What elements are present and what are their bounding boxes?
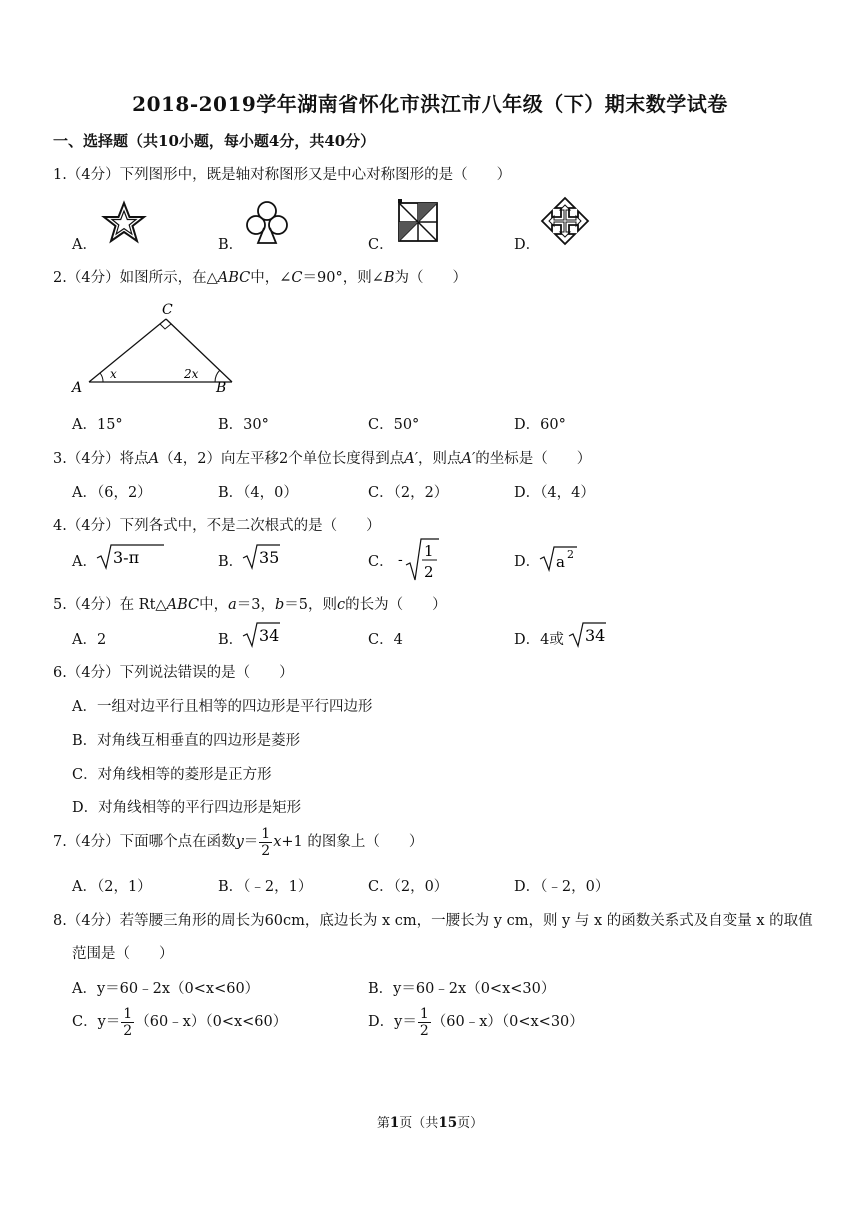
math-var: c: [337, 597, 346, 613]
question-text: 中，∠: [250, 270, 292, 286]
q3-option-b: B．（4，0）: [218, 485, 298, 501]
question-text: 的长为（ ）: [345, 597, 447, 613]
vertex-b-label: B: [216, 380, 227, 396]
q1-option-a: [72, 233, 97, 254]
q3-option-c: C．（2，2）: [368, 485, 449, 501]
math-var: C: [291, 270, 303, 286]
exponent: 2: [567, 548, 574, 561]
q4-option-c: [368, 550, 394, 571]
option-label: A．: [72, 554, 97, 570]
math-var: A′: [461, 451, 476, 467]
question-number: 2.: [53, 270, 67, 286]
math-var: A: [148, 451, 160, 467]
page-total: 15: [438, 1115, 458, 1131]
question-score: （4分）: [66, 451, 120, 467]
question-3: [53, 447, 591, 468]
math-var: x: [273, 834, 282, 850]
sqrt-a-squared: [539, 543, 579, 573]
math-var: B: [383, 270, 395, 286]
q1-option-d: [514, 233, 540, 254]
question-number: 3.: [53, 451, 67, 467]
question-score: （4分）: [66, 518, 120, 534]
question-score: （4分）: [66, 913, 120, 929]
q3-option-a: A．（6，2）: [72, 485, 152, 501]
q5-option-b: [218, 628, 243, 649]
frac-numerator: 1: [424, 542, 434, 560]
fraction: [418, 1007, 431, 1038]
question-text: ＝5，则: [284, 597, 338, 613]
fraction: [259, 827, 272, 858]
question-4: [53, 514, 381, 535]
q2-option-a: A．15°: [72, 417, 123, 433]
angle-b-label: 2x: [184, 367, 199, 381]
question-text: 下列说法错误的是（ ）: [119, 665, 294, 681]
math-var: ABC: [217, 270, 251, 286]
radicand: 34: [585, 626, 606, 645]
question-score: （4分）: [66, 270, 120, 286]
q5-option-c: C．4: [368, 632, 403, 648]
q8-option-a: A．y＝60﹣2x（0<x<60）: [72, 981, 260, 997]
question-text: 下列图形中，既是轴对称图形又是中心对称图形的是（ ）: [119, 167, 512, 183]
q6-option-b: B．对角线互相垂直的四边形是菱形: [72, 733, 301, 749]
q4-option-b: [218, 550, 243, 571]
q6-option-d: D．对角线相等的平行四边形是矩形: [72, 800, 302, 816]
radicand: 34: [259, 626, 280, 645]
question-1: [53, 163, 511, 184]
sqrt-3-pi: [96, 543, 166, 571]
sqrt-34-d: [568, 621, 608, 649]
q2-option-d: D．60°: [514, 417, 566, 433]
footer-text: 页（共: [399, 1116, 439, 1131]
vertex-a-label: A: [72, 380, 83, 396]
option-label: B．: [218, 554, 244, 570]
question-8-line-2: 范围是（ ）: [72, 946, 174, 962]
fraction: [121, 1007, 134, 1038]
question-text: （4，2）向左平移2个单位长度得到点: [159, 451, 405, 467]
frac-denominator: 2: [424, 563, 434, 581]
q3-option-d: D．（4，4）: [514, 485, 595, 501]
math-var: ABC: [166, 597, 200, 613]
frac-denominator: 2: [419, 1022, 429, 1039]
sqrt-35: [242, 543, 282, 571]
question-text: ，则点: [418, 451, 462, 467]
q1-option-c: [368, 233, 394, 254]
question-number: 6.: [53, 665, 67, 681]
math-var: a: [228, 597, 237, 613]
sqrt-34: [242, 621, 282, 649]
option-label: C．y＝: [72, 1014, 121, 1030]
question-number: 8.: [53, 913, 67, 929]
q6-option-c: C．对角线相等的菱形是正方形: [72, 767, 272, 783]
q7-option-b: B．（﹣2，1）: [218, 879, 313, 895]
triangle-figure: [70, 298, 240, 398]
page-footer: [0, 1112, 860, 1131]
q5-option-a: A．2: [72, 632, 107, 648]
question-text: 若等腰三角形的周长为60cm，底边长为 x cm，一腰长为 y cm，则 y 与 x 的函数关系式及自变量 x 的取值: [119, 913, 813, 929]
option-label: D．y＝: [368, 1014, 417, 1030]
radicand: a: [556, 553, 565, 571]
star-icon: [100, 200, 148, 246]
option-label: A．: [72, 237, 97, 253]
q4-option-a: [72, 550, 97, 571]
q8-option-c: [72, 1004, 287, 1040]
option-label: D．4或: [514, 632, 564, 648]
q7-option-c: C．（2，0）: [368, 879, 449, 895]
option-label: B．: [218, 632, 244, 648]
question-text: ＝90°，则∠: [302, 270, 384, 286]
question-8: [53, 909, 813, 930]
question-text: +1 的图象上（ ）: [281, 834, 424, 850]
footer-text: 第: [376, 1116, 390, 1131]
frac-denominator: 2: [123, 1022, 133, 1039]
question-number: 4.: [53, 518, 67, 534]
page-number: 1: [389, 1115, 400, 1131]
vertex-c-label: C: [162, 302, 173, 318]
radicand: 35: [259, 548, 280, 567]
frac-denominator: 2: [261, 842, 271, 859]
frac-numerator: 1: [419, 1005, 429, 1022]
pinwheel-icon: [396, 198, 440, 246]
frac-numerator: 1: [123, 1005, 133, 1022]
question-score: （4分）: [66, 665, 120, 681]
question-text: 下面哪个点在函数: [119, 834, 236, 850]
question-7: [53, 825, 423, 859]
neg-sqrt-half: [397, 537, 441, 583]
q7-option-d: D．（﹣2，0）: [514, 879, 610, 895]
question-5: [53, 593, 447, 614]
club-icon: [244, 198, 290, 248]
footer-text: 页）: [457, 1116, 484, 1131]
question-text: 中，: [199, 597, 229, 613]
q8-option-b: B．y＝60﹣2x（0<x<30）: [368, 981, 556, 997]
angle-a-label: x: [110, 367, 117, 381]
option-text: （60﹣x）（0<x<60）: [135, 1014, 288, 1030]
question-2: [53, 266, 467, 287]
q8-option-d: [368, 1004, 584, 1040]
question-text: 在 Rt△: [119, 597, 167, 613]
radicand: 3-π: [113, 548, 140, 567]
math-var: y: [235, 834, 244, 850]
question-score: （4分）: [66, 167, 120, 183]
option-label: C．: [368, 237, 394, 253]
option-label: C．: [368, 554, 394, 570]
question-text: 如图所示，在△: [119, 270, 218, 286]
q6-option-a: A．一组对边平行且相等的四边形是平行四边形: [72, 699, 373, 715]
question-score: （4分）: [66, 834, 120, 850]
math-var: A′: [404, 451, 419, 467]
option-label: B．: [218, 237, 244, 253]
question-number: 7.: [53, 834, 67, 850]
frac-numerator: 1: [261, 825, 271, 842]
question-number: 5.: [53, 597, 67, 613]
section-heading: 一、选择题（共10小题，每小题4分，共40分）: [53, 132, 376, 150]
question-text: ＝: [243, 834, 259, 850]
math-var: b: [274, 597, 285, 613]
q1-option-b: [218, 233, 243, 254]
option-text: （60﹣x）（0<x<30）: [431, 1014, 584, 1030]
page-title: 2018-2019学年湖南省怀化市洪江市八年级（下）期末数学试卷: [132, 92, 728, 116]
neg-sign: -: [398, 552, 403, 568]
q4-option-d: [514, 550, 540, 571]
option-label: D．: [514, 237, 541, 253]
question-text: 下列各式中，不是二次根式的是（ ）: [119, 518, 381, 534]
option-label: D．: [514, 554, 541, 570]
question-text: ＝3，: [236, 597, 275, 613]
question-text: 将点: [119, 451, 149, 467]
q5-option-d: [514, 628, 564, 649]
question-number: 1.: [53, 167, 67, 183]
question-score: （4分）: [66, 597, 120, 613]
question-text: 为（ ）: [394, 270, 468, 286]
q7-option-a: A．（2，1）: [72, 879, 152, 895]
question-6: [53, 661, 294, 682]
q2-option-c: C．50°: [368, 417, 420, 433]
cross-arrows-icon: [540, 196, 590, 246]
question-text: 的坐标是（ ）: [475, 451, 592, 467]
q2-option-b: B．30°: [218, 417, 269, 433]
